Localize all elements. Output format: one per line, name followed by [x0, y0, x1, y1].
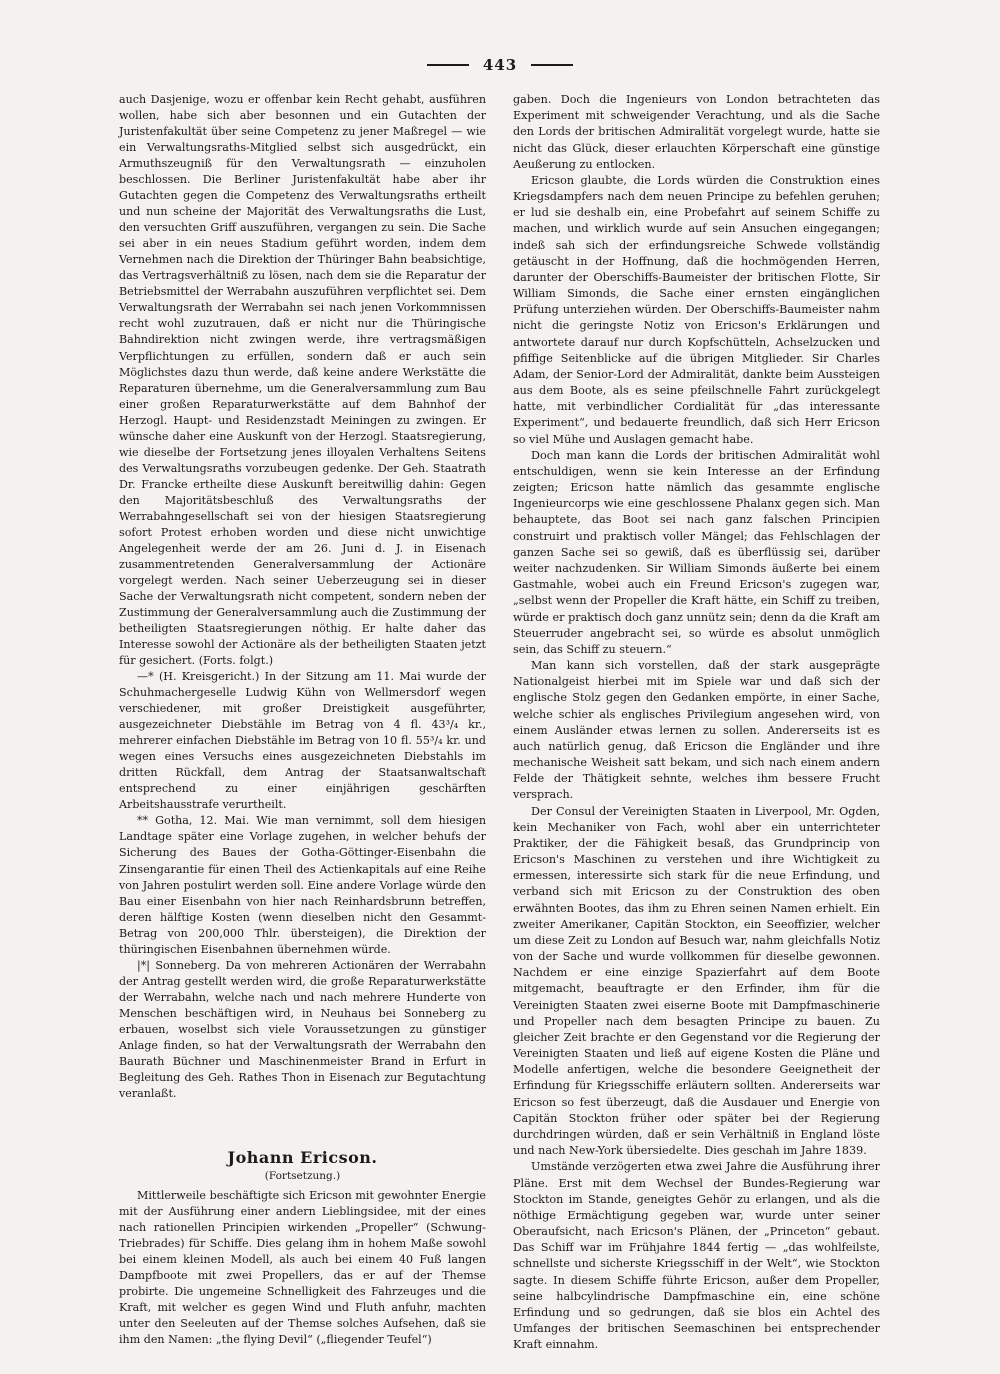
article-title: Johann Ericson.: [227, 1147, 378, 1167]
article-paragraph: Ericson glaubte, die Lords würden die Construktion eines Kriegsdampfers nach dem neuen Principe zu befehlen geruhen; er lud sie deshalb ein, eine Probefahrt auf seinem Schiffe zu machen, und wirklich wurde auf sein Ansuchen eingegangen; indeß sah sich der erfindungsreiche Schwede vollständig getäuscht in der Hoffnung, daß die hochmögenden Herren, darunter der Oberschiffs-Baumeister der britischen Flotte, Sir William Simonds, die Sache einer ernsten eingänglichen Prüfung unterziehen würden. Der Oberschiffs-Baumeister nahm nicht die geringste Notiz von Ericson's Erklärungen und antwortete darauf nur durch Kopfschütteln, Achselzucken und pfiffige Seitenblicke auf die übrigen Mitglieder. Sir Charles Adam, der Senior-Lord der Admiralität, dankte beim Aussteigen aus dem Boote, als es seine pfeilschnelle Fahrt zurückgelegt hatte, mit verbindlicher Cordialität für „das interessante Experiment“, und bedauerte freundlich, daß sich Herr Ericson so viel Mühe und Auslagen gemacht habe.: [513, 173, 880, 446]
news-paragraph: auch Dasjenige, wozu er offenbar kein Recht gehabt, ausführen wollen, habe sich aber besonnen und ein Gutachten der Juristenfakultät über seine Competenz zu jener Maßregel — wie ein Verwaltungsraths-Mitglied selbst sich ausgedrückt, ein Armuthszeugniß für den Verwaltungsrath — einzuholen beschlossen. Die Berliner Juristenfakultät habe aber ihr Gutachten gegen die Competenz des Verwaltungsraths ertheilt und nun scheine der Majorität des Verwaltungsraths die Lust, den versuchten Griff auszuführen, vergangen zu sein. Die Sache sei aber in ein neues Stadium geführt worden, indem dem Vernehmen nach die Direktion der Thüringer Bahn beabsichtige, das Vertragsverhältniß zu lösen, nach dem sie die Reparatur der Betriebsmittel der Werrabahn auszuführen verpflichtet sei. Dem Verwaltungsrath der Werrabahn sei nach jenen Vorkommnissen recht wohl zuzutrauen, daß er nicht nur die Thüringische Bahndirektion nicht zwingen werde, ihre vertragsmäßigen Verpflichtungen zu erfüllen, sondern daß er auch sein Möglichstes dazu thun werde, daß keine andere Werkstätte die Reparaturen übernehme, um die Generalversammlung zum Bau einer großen Reparaturwerkstätte auf dem Bahnhof der Herzogl. Haupt- und Residenzstadt Meiningen zu zwingen. Er wünsche daher eine Auskunft von der Herzogl. Staatsregierung, wie dieselbe der Fortsetzung jenes illoyalen Verhaltens Seitens des Verwaltungsraths vorzubeugen gedenke. Der Geh. Staatrath Dr. Francke ertheilte diese Auskunft bereitwillig dahin: Gegen den Majoritätsbeschluß des Verwaltungsraths der Werrabahngesellschaft sei von der hiesigen Staatsregierung sofort Protest erhoben worden und diese nicht unwichtige Angelegenheit werde der am 26. Juni d. J. in Eisenach zusammentretenden Generalversammlung der Actionäre vorgelegt werden. Nach seiner Ueberzeugung sei in dieser Sache der Verwaltungsrath nicht competent, sondern neben der Zustimmung der Generalversammlung auch die Zustimmung der betheiligten Staatsregierungen nöthig. Er halte daher das Interesse sowohl der Actionäre als der betheiligten Staaten jetzt für gesichert. (Forts. folgt.): [119, 93, 486, 668]
page-header: [0, 56, 1000, 74]
article-paragraph: Man kann sich vorstellen, daß der stark ausgeprägte Nationalgeist hierbei mit im Spiele war und daß sich der englische Stolz gegen den Gedanken empörte, in einer Sache, welche schier als englisches Privilegium angesehen wird, von einem Ausländer etwas lernen zu sollen. Andererseits ist es auch natürlich genug, daß Ericson die Engländer und ihre mechanische Weisheit satt bekam, und sich nach einem andern Felde der Thätigkeit sehnte, welches ihm bessere Frucht versprach.: [513, 659, 880, 802]
header-rule-left: [427, 64, 469, 66]
header-rule-right: [531, 64, 573, 66]
left-column: [119, 92, 486, 1348]
article-paragraph: Umstände verzögerten etwa zwei Jahre die Ausführung ihrer Pläne. Erst mit dem Wechsel der Bundes-Regierung war Stockton im Stande, geneigtes Gehör zu erlangen, und als die nöthige Ermächtigung gegeben war, wurde unter seiner Oberaufsicht, nach Ericson's Plänen, der „Princeton“ gebaut. Das Schiff war im Frühjahre 1844 fertig — „das wohlfeilste, schnellste und sicherste Kriegsschiff in der Welt“, wie Stockton sagte. In diesem Schiffe führte Ericson, außer dem Propeller, seine halbcylindrische Dampfmaschine ein, eine schöne Erfindung und so gedrungen, daß sie blos ein Achtel des Umfanges der britischen Seemaschinen bei entsprechender Kraft einnahm.: [513, 1160, 880, 1352]
article-paragraph: gaben. Doch die Ingenieurs von London betrachteten das Experiment mit schweigender Verachtung, und als die Sache den Lords der britischen Admiralität vorgelegt wurde, hatte sie nicht das Glück, dieser erlauchten Körperschaft eine günstige Aeußerung zu entlocken.: [513, 93, 880, 171]
page-number: 443: [482, 56, 518, 74]
right-column: [513, 92, 880, 1353]
news-paragraph: |*| Sonneberg. Da von mehreren Actionären der Werrabahn der Antrag gestellt werden wird, die große Reparaturwerkstätte der Werrabahn, welche nach und nach mehrere Hunderte von Menschen beschäftigen wird, in Neuhaus bei Sonneberg zu erbauen, woselbst sich viele Voraussetzungen zu günstiger Anlage finden, so hat der Verwaltungsrath der Werrabahn den Baurath Büchner und Maschinenmeister Brand in Erfurt in Begleitung des Geh. Rathes Thon in Eisenach zur Begutachtung veranlaßt.: [119, 958, 486, 1100]
article-paragraph: Doch man kann die Lords der britischen Admiralität wohl entschuldigen, wenn sie kein Interesse an der Erfindung zeigten; Ericson hatte nämlich das gesammte englische Ingenieurcorps wie eine geschlossene Phalanx gegen sich. Man behauptete, das Boot sei nach ganz falschen Principien construirt und praktisch voller Mängel; das Fehlschlagen der ganzen Sache sei so gewiß, daß es überflüssig sei, darüber weiter nachzudenken. Sir William Simonds äußerte bei einem Gastmahle, wobei auch ein Freund Ericson's zugegen war, „selbst wenn der Propeller die Kraft hätte, ein Schiff zu treiben, würde er praktisch doch ganz unnütz sein; denn da die Kraft am Steuerruder angebracht sei, so würde es absolut unmöglich sein, das Schiff zu steuern.“: [513, 448, 880, 656]
news-paragraph: ** Gotha, 12. Mai. Wie man vernimmt, soll dem hiesigen Landtage später eine Vorlage zugehen, in welcher behufs der Sicherung des Baues der Gotha-Göttinger-Eisenbahn die Zinsengarantie für einen Theil des Actienkapitals auf eine Reihe von Jahren postulirt werden soll. Eine andere Vorlage würde den Bau einer Eisenbahn von hier nach Reinhardsbrunn betreffen, deren hälftige Kosten (wenn dieselben nicht den Gesammt-Betrag von 200,000 Thlr. übersteigen), die Direktion der thüringischen Eisenbahnen übernehmen würde.: [119, 814, 486, 956]
article-subtitle: (Fortsetzung.): [264, 1170, 341, 1182]
news-paragraph: —* (H. Kreisgericht.) In der Sitzung am 11. Mai wurde der Schuhmachergeselle Ludwig Kühn von Wellmersdorf wegen verschiedener, mit großer Dreistigkeit ausgeführter, ausgezeichneter Diebstähle im Betrag von 4 fl. 43³/₄ kr., mehrerer einfachen Diebstähle im Betrag von 10 fl. 55³/₄ kr. und wegen eines Versuchs eines ausgezeichneten Diebstahls im dritten Rückfall, dem Antrag der Staatsanwaltschaft entsprechend zu einer einjährigen geschärften Arbeitshausstrafe verurtheilt.: [119, 670, 486, 812]
article-paragraph: Der Consul der Vereinigten Staaten in Liverpool, Mr. Ogden, kein Mechaniker von Fach, wohl aber ein unterrichteter Praktiker, der die Fähigkeit besaß, das Grundprincip von Ericson's Maschinen zu verstehen und ihre Wichtigkeit zu ermessen, interessirte sich stark für die neue Erfindung, und verband sich mit Ericson zu der Construktion des oben erwähnten Bootes, das ihm zu Ehren seinen Namen erhielt. Ein zweiter Amerikaner, Capitän Stockton, ein Seeoffizier, welcher um diese Zeit zu London auf Besuch war, nahm gleichfalls Notiz von der Sache und wurde vollkommen für dieselbe gewonnen. Nachdem er eine einzige Spazierfahrt auf dem Boote mitgemacht, beauftragte er den Erfinder, ihm für die Vereinigten Staaten zwei eiserne Boote mit Dampfmaschinerie und Propeller nach dem besagten Principe zu bauen. Zu gleicher Zeit brachte er den Gegenstand vor die Regierung der Vereinigten Staaten und ließ auf eigene Kosten die Pläne und Modelle anfertigen, welche die besondere Geeignetheit der Erfindung für Kriegsschiffe erläutern sollten. Andererseits war Ericson so fest überzeugt, daß die Ausdauer und Energie von Capitän Stockton früher oder später bei der Regierung durchdringen würden, daß er sein Verhältniß in England löste und nach New-York übersiedelte. Dies geschah im Jahre 1839.: [513, 804, 880, 1158]
article-paragraph: Mittlerweile beschäftigte sich Ericson mit gewohnter Energie mit der Ausführung einer andern Lieblingsidee, mit der eines nach rationellen Principien wirkenden „Propeller“ (Schwung-Triebrades) für Schiffe. Dies gelang ihm in hohem Maße sowohl bei einem kleinen Modell, als auch bei einem 40 Fuß langen Dampfboote mit zwei Propellers, das er auf der Themse probirte. Die ungemeine Schnelligkeit des Fahrzeuges und die Kraft, mit welcher es gegen Wind und Fluth anfuhr, machten unter den Seeleuten auf der Themse solches Aufsehen, daß sie ihm den Namen: „the flying Devil“ („fliegender Teufel“): [119, 1189, 486, 1347]
